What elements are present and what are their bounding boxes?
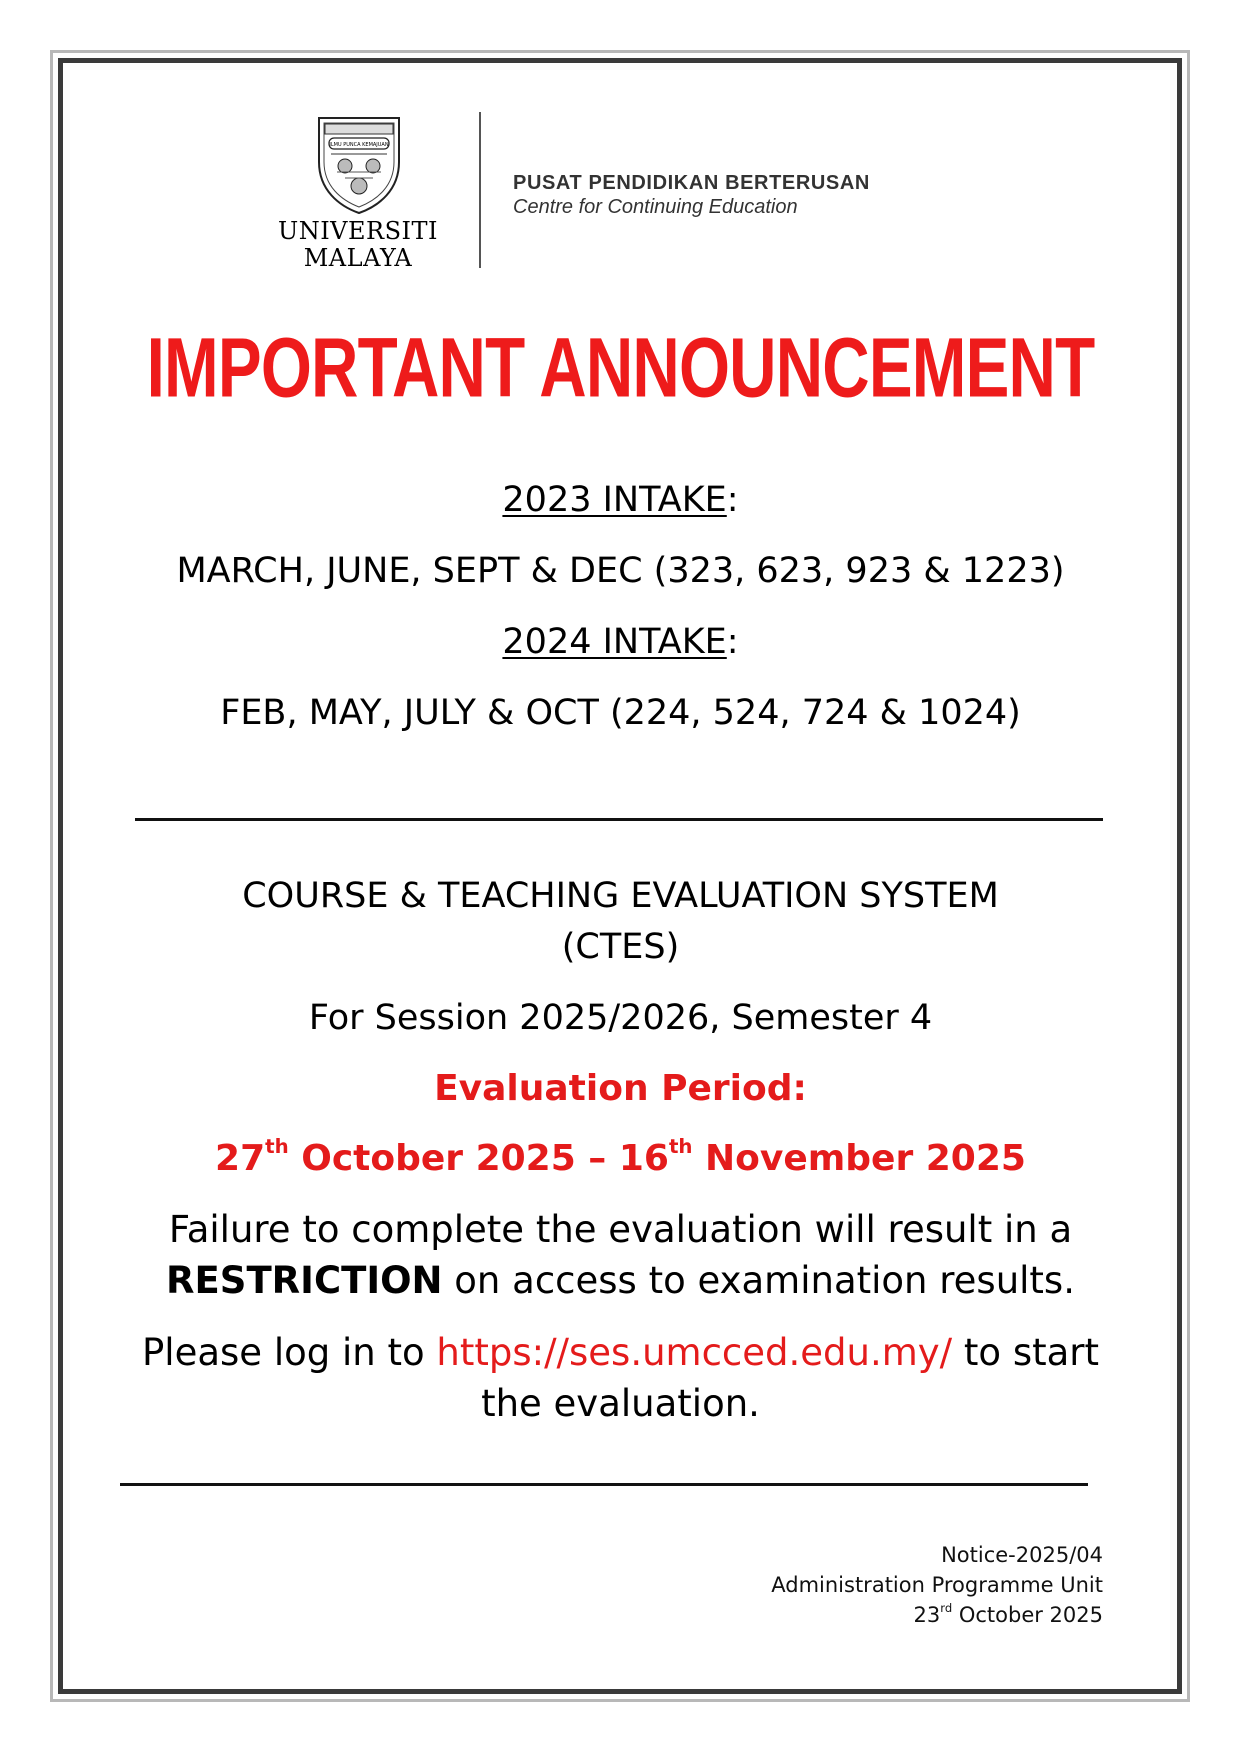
system-name-line2: (CTES) bbox=[561, 927, 680, 967]
centre-name bbox=[513, 172, 870, 219]
warning-line1: Failure to complete the evaluation will result in a bbox=[168, 1208, 1073, 1251]
announcement-headline: IMPORTANT ANNOUNCEMENT bbox=[146, 321, 1095, 415]
notice-unit: Administration Programme Unit bbox=[771, 1573, 1103, 1597]
intake-2023-label: 2023 INTAKE bbox=[502, 480, 727, 520]
intake-2023-heading: 2023 INTAKE: bbox=[502, 480, 739, 520]
centre-name-english: Centre for Continuing Education bbox=[513, 196, 798, 218]
divider-top bbox=[135, 818, 1103, 821]
notice-footer bbox=[771, 1540, 1103, 1630]
system-name-line1: COURSE & TEACHING EVALUATION SYSTEM bbox=[242, 876, 999, 916]
crest-motto: ILMU PUNCA KEMAJUAN bbox=[329, 142, 389, 148]
session-text: For Session 2025/2026, Semester 4 bbox=[308, 998, 933, 1038]
restriction-emphasis: RESTRICTION bbox=[166, 1259, 443, 1302]
notice-date: 23rd October 2025 bbox=[913, 1601, 1103, 1627]
university-name-line1: UNIVERSITI bbox=[277, 217, 439, 245]
crest-icon bbox=[315, 112, 403, 216]
intake-2024-months: FEB, MAY, JULY & OCT (224, 524, 724 & 1024) bbox=[220, 693, 1021, 733]
divider-bottom bbox=[120, 1483, 1088, 1486]
notice-reference: Notice-2025/04 bbox=[941, 1543, 1103, 1567]
logo-divider bbox=[479, 112, 481, 268]
university-name bbox=[268, 218, 448, 272]
login-instruction-line2: the evaluation. bbox=[481, 1382, 760, 1425]
centre-name-malay: PUSAT PENDIDIKAN BERTERUSAN bbox=[513, 172, 870, 194]
evaluation-period-label: Evaluation Period: bbox=[434, 1068, 807, 1109]
login-instruction-line1: Please log in to https://ses.umcced.edu.my/ to start bbox=[141, 1331, 1099, 1374]
university-logo bbox=[268, 108, 468, 278]
evaluation-url-link[interactable]: https://ses.umcced.edu.my/ bbox=[436, 1331, 953, 1374]
warning-line2: RESTRICTION on access to examination results. bbox=[166, 1259, 1075, 1302]
intake-2024-heading: 2024 INTAKE: bbox=[502, 622, 739, 662]
intake-2023-months: MARCH, JUNE, SEPT & DEC (323, 623, 923 & 1223) bbox=[176, 551, 1065, 591]
evaluation-period-dates: 27th October 2025 – 16th November 2025 bbox=[215, 1135, 1026, 1179]
university-name-line2: MALAYA bbox=[303, 244, 413, 272]
intake-2024-label: 2024 INTAKE bbox=[502, 622, 727, 662]
